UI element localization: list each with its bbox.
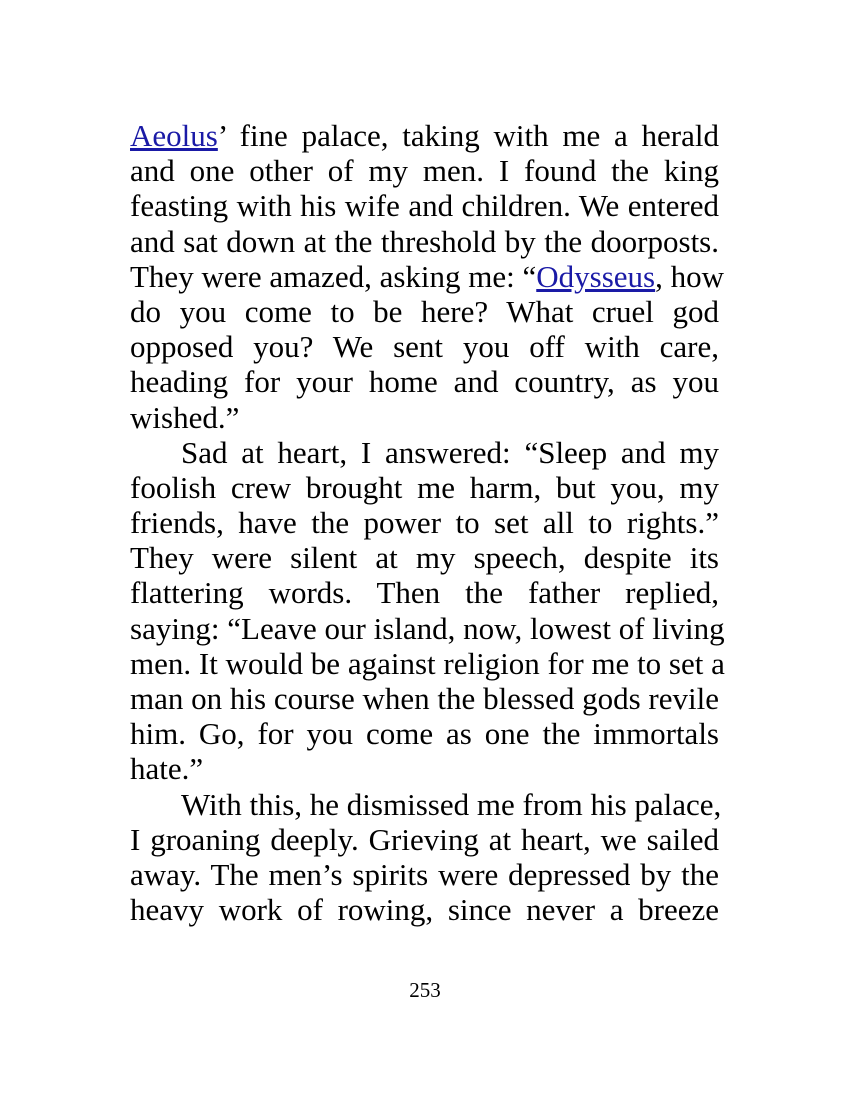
- text-fragment: , how: [655, 258, 724, 294]
- text-fragment: ’ fine palace, taking with me a herald: [217, 118, 719, 153]
- text-line: opposed you? We sent you off with care,: [130, 329, 719, 365]
- odysseus-link[interactable]: Odysseus: [536, 258, 656, 294]
- page-number: 253: [409, 978, 441, 1002]
- text-line: I groaning deeply. Grieving at heart, we sailed: [130, 821, 719, 857]
- text-line: him. Go, for you come as one the immortals: [130, 716, 719, 752]
- paragraph-start-line: Sad at heart, I answered: “Sleep and my: [181, 434, 719, 470]
- text-line: saying: “Leave our island, now, lowest of living: [130, 610, 725, 646]
- text-line: heavy work of rowing, since never a breeze: [130, 892, 719, 928]
- text-line: feasting with his wife and children. We entered: [130, 188, 719, 224]
- text-line: friends, have the power to set all to rights.”: [130, 505, 719, 541]
- aeolus-link[interactable]: Aeolus: [130, 118, 218, 153]
- text-fragment: They were amazed, asking me: “: [130, 258, 537, 294]
- text-line: foolish crew brought me harm, but you, my: [130, 469, 719, 505]
- text-line: They were silent at my speech, despite its: [130, 540, 719, 576]
- paragraph-start-line: With this, he dismissed me from his palace,: [181, 786, 722, 822]
- text-line: heading for your home and country, as you: [130, 364, 719, 400]
- text-line: men. It would be against religion for me to set a: [130, 645, 725, 681]
- text-line: and sat down at the threshold by the doorposts.: [130, 223, 719, 259]
- text-line: do you come to be here? What cruel god: [130, 293, 719, 329]
- page-body: [130, 118, 725, 928]
- text-line: flattering words. Then the father replied,: [130, 575, 719, 611]
- text-line: and one other of my men. I found the king: [130, 153, 719, 189]
- text-line: away. The men’s spirits were depressed by the: [130, 856, 719, 892]
- text-line: [130, 118, 719, 153]
- text-line: hate.”: [130, 751, 204, 787]
- text-line: wished.”: [130, 399, 240, 435]
- text-line: man on his course when the blessed gods revile: [130, 681, 719, 716]
- text-line: [130, 258, 724, 294]
